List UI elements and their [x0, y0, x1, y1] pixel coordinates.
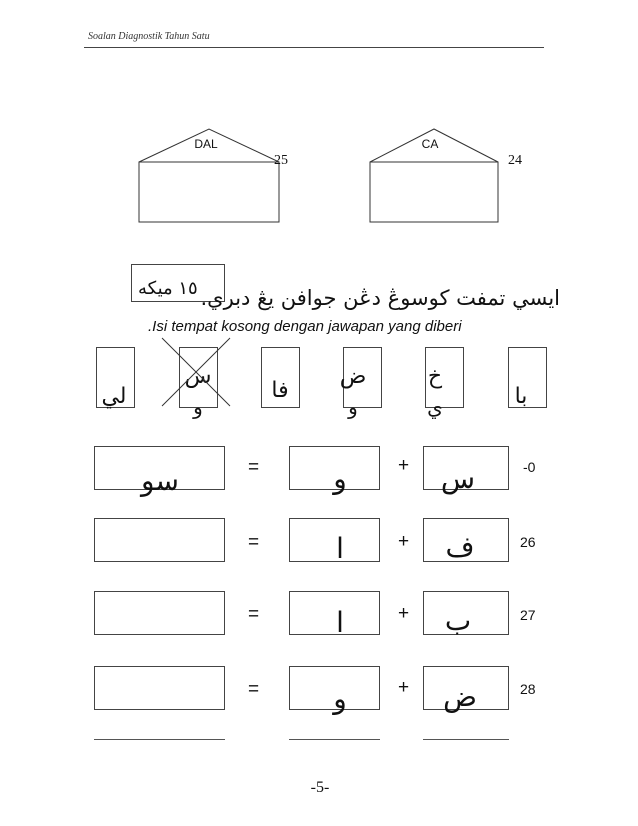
page-number: -5-	[310, 779, 330, 796]
letter2-text: و	[333, 682, 347, 715]
plus-sign: +	[398, 677, 410, 698]
answer-box[interactable]	[94, 666, 225, 710]
answer-box[interactable]	[94, 591, 225, 635]
card-top-text: خ	[427, 364, 443, 389]
row-number: 26	[520, 534, 536, 550]
letter2-text: و	[333, 462, 347, 495]
card-bottom-text: و	[193, 395, 203, 419]
header-title: Soalan Diagnostik Tahun Satu	[88, 31, 210, 42]
row-number: -0	[523, 459, 536, 475]
equals-sign: =	[248, 457, 260, 478]
card-bottom-text: و	[348, 395, 358, 419]
card-top-text: س	[184, 364, 212, 389]
letter1-text: س	[440, 462, 476, 495]
card-bottom-text: ي	[427, 395, 443, 419]
letter2-text: ا	[336, 532, 344, 565]
card-top-text: ض	[339, 364, 367, 389]
letter2-text: ا	[336, 606, 344, 639]
instruction-rumi: .Isi tempat kosong dengan jawapan yang diberi	[148, 318, 462, 335]
instruction-jawi: ايسي تمفت كوسوڠ دڠن جوافن يڠ دبري.	[200, 286, 560, 310]
letter1-text: ف	[445, 530, 475, 563]
plus-sign: +	[398, 455, 410, 476]
underline	[423, 739, 509, 740]
house-2-number: 24	[508, 153, 522, 168]
cross-mark	[158, 334, 238, 414]
letter1-text: ب	[444, 604, 472, 637]
underline	[289, 739, 380, 740]
house-1-number: 25	[274, 153, 288, 168]
card-top-text: لي	[101, 384, 127, 409]
row-number: 27	[520, 607, 536, 623]
header-rule	[84, 47, 544, 48]
plus-sign: +	[398, 603, 410, 624]
equals-sign: =	[248, 532, 260, 553]
plus-sign: +	[398, 531, 410, 552]
answer-box[interactable]	[94, 518, 225, 562]
answer-text: سو	[141, 464, 179, 497]
underline	[94, 739, 225, 740]
equals-sign: =	[248, 679, 260, 700]
marks-text: ١٥ ميكه	[138, 278, 198, 299]
house-1-label: DAL	[194, 137, 218, 151]
letter1-text: ض	[443, 680, 477, 713]
house-2-label: CA	[421, 137, 439, 151]
row-number: 28	[520, 681, 536, 697]
equals-sign: =	[248, 604, 260, 625]
card-top-text: فا	[271, 378, 289, 403]
card-top-text: با	[514, 384, 528, 409]
